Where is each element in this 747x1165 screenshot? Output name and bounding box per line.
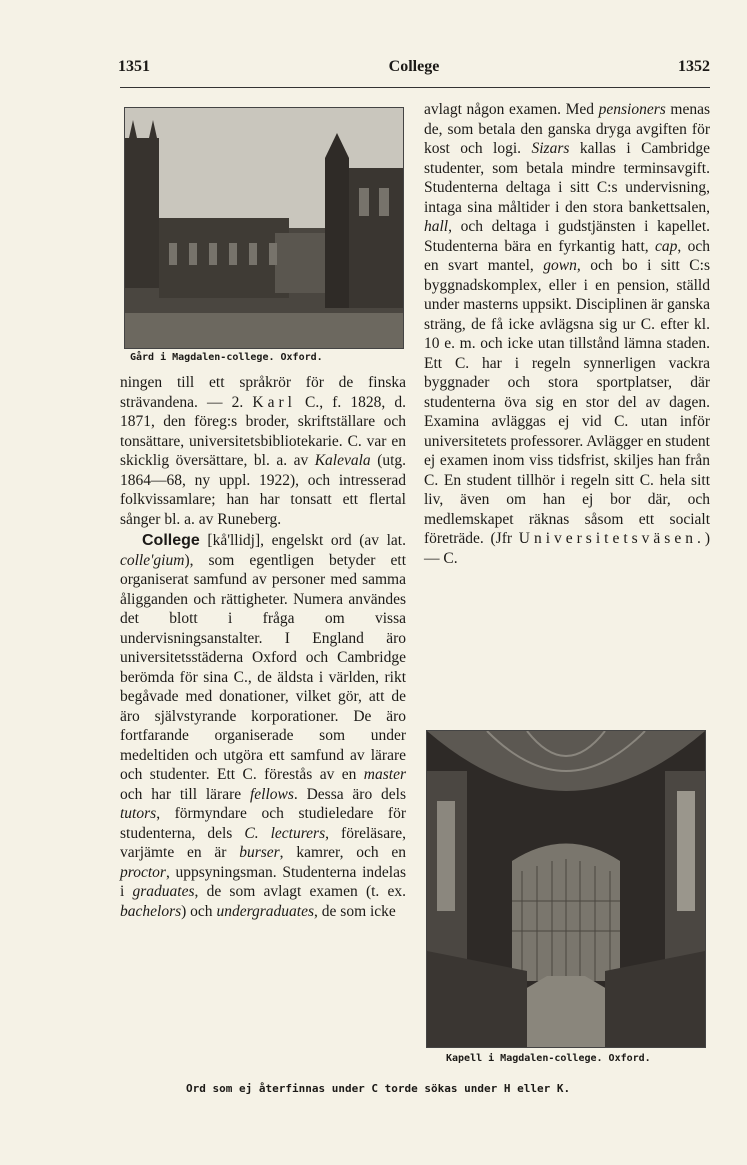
left-page-number: 1351	[118, 58, 150, 75]
running-header	[118, 58, 710, 82]
footer-note: Ord som ej återfinnas under C torde sökas under H eller K.	[186, 1082, 571, 1095]
right-page-number: 1352	[678, 58, 710, 75]
left-column	[120, 373, 406, 921]
header-rule	[120, 87, 710, 88]
paragraph-continued: avlagt någon examen. Med pensioners menas de, som betala den ganska dryga avgiften för kost och logi. Sizars kallas i Cambridge studenter, som betala mindre terminsavgift. Studenterna deltaga i sitt C:s undervisning, intaga sina måltider i den stora bankettsalen, hall, och deltaga i gudstjänsten i kapellet. Studenterna bära en fyrkantig hatt, cap, och en svart mantel, gown, och bo i sitt C:s byggnadskomplex, eller i en pension, ställd under masterns uppsikt. Disciplinen är ganska sträng, de få icke avlägsna sig ur C. efter kl. 10 e. m. och icke utan tillstånd lämna staden. Ett C. har i regeln synnerligen vackra byggnader och stora sportplatser, där studenterna öva sig en stor del av dagen. Examina avläggas ej vid C. utan inför universitetets professorer. Avlägger en student ej examen inom viss tidsfrist, skiljes han från C. En student tillhör i regeln sitt C. hela sitt liv, även om han ej bor där, och medlemskapet räknas såsom ett socialt företräde. (Jfr Universitetsväsen.) — C.	[424, 101, 711, 567]
cross-reference: Universitetsväsen.	[518, 530, 705, 547]
chapel-caption: Kapell i Magdalen-college. Oxford.	[446, 1053, 651, 1064]
page-title: College	[388, 58, 440, 75]
paragraph-college: College [kå'llidj], engelskt ord (av lat. colle'gium), som egentligen betyder ett organiserat samfund av personer med samma åligganden och rättigheter. Numera användes det blott i fråga om vissa undervisningsanstalter. I England äro universitetsstäderna Oxford och Cambridge berömda för sina C., de äldsta i världen, rikt begåvade med donationer, vilket gör, att de äro självstyrande korporationer. De äro fortfarande organiserade som under medeltiden och utgöra ett samfund av lärare och studenter. Ett C. förestås av en master och har till lärare fellows. Dessa äro dels tutors, förmyndare och studieledare för studenterna, dels C. lecturers, föreläsare, varjämte en är burser, kamrer, och en proctor, uppsyningsman. Studenterna indelas i graduates, de som avlagt examen (t. ex. bachelors) och undergraduates, de som icke	[120, 532, 407, 920]
paragraph-karl: ningen till ett språkrör för de finska strävandena. — 2. Karl C., f. 1828, d. 1871, den föreg:s broder, skriftställare och tonsättare, universitetsbibliotekarie. C. var en skicklig översättare, bl. a. av Kalevala (utg. 1864—68, ny uppl. 1922), och intresserad folkvissamlare; han har tonsatt ett flertal sånger bl. a. av Runeberg.	[120, 374, 407, 528]
courtyard-caption: Gård i Magdalen-college. Oxford.	[130, 352, 323, 363]
chapel-illustration	[427, 731, 705, 1047]
chapel-photo	[426, 730, 706, 1048]
courtyard-photo	[124, 107, 404, 349]
headword-college: College	[142, 532, 200, 549]
right-column	[424, 100, 710, 568]
courtyard-illustration	[125, 108, 403, 348]
